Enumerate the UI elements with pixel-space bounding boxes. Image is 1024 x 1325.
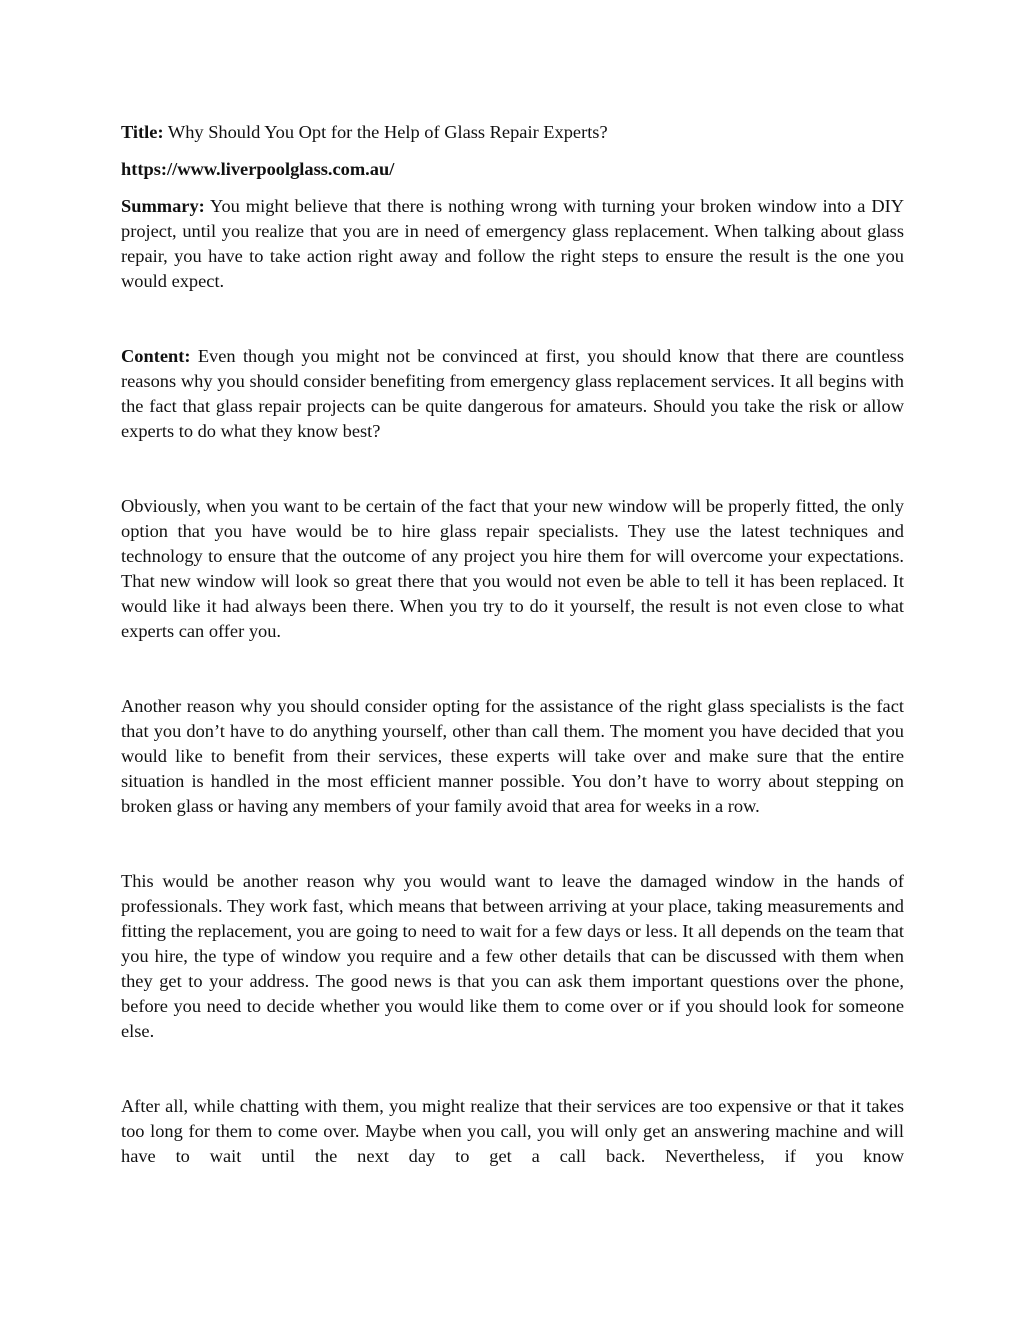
body-paragraph-1: Obviously, when you want to be certain of the fact that your new window will be properly fitted, the only option that you have would be to hire glass repair specialists. They use the latest techniques and technology to ensure that the outcome of any project you hire them for will overcome your expectations. That new window will look so great there that you would not even be able to tell it has been replaced. It would like it had always been there. When you try to do it yourself, the result is not even close to what experts can offer you. — [121, 496, 904, 641]
body-paragraph-3: This would be another reason why you would want to leave the damaged window in the hands of professionals. They work fast, which means that between arriving at your place, taking measurements and fitting the replacement, you are going to need to wait for a few days or less. It all depends on the team that you hire, the type of window you require and a few other details that can be discussed with them when they get to your address. The good news is that you can ask them important questions over the phone, before you need to decide whether you would like them to come over or if you should look for someone else. — [121, 871, 904, 1041]
summary-label: Summary: — [121, 196, 205, 216]
summary-text: You might believe that there is nothing wrong with turning your broken window into a DIY project, until you realize that you are in need of emergency glass replacement. When talking about glass repair, you have to take action right away and follow the right steps to ensure the result is the one you would expect. — [121, 196, 905, 291]
content-text: Even though you might not be convinced at first, you should know that there are countless reasons why you should consider benefiting from emergency glass replacement services. It all begins with the fact that glass repair projects can be quite dangerous for amateurs. Should you take the risk or allow experts to do what they know best? — [121, 346, 904, 441]
document-body — [121, 120, 904, 1219]
content-paragraph — [121, 344, 904, 444]
body-paragraph-2: Another reason why you should consider opting for the assistance of the right glass specialists is the fact that you don’t have to do anything yourself, other than call them. The moment you have decided that you would like to benefit from their services, these experts will take over and make sure that the entire situation is handled in the most efficient manner possible. You don’t have to worry about stepping on broken glass or having any members of your family avoid that area for weeks in a row. — [121, 696, 904, 816]
summary-paragraph — [121, 194, 904, 294]
website-url[interactable]: https://www.liverpoolglass.com.au/ — [121, 159, 395, 179]
content-label: Content: — [121, 346, 191, 366]
title-label: Title: — [121, 122, 164, 142]
title-text: Why Should You Opt for the Help of Glass Repair Experts? — [167, 122, 608, 142]
body-paragraph-4: After all, while chatting with them, you might realize that their services are too expensive or that it takes too long for them to come over. Maybe when you call, you will only get an answering machine and will have to wait until the next day to get a call back. Nevertheless, if you know — [121, 1096, 904, 1166]
title-line — [121, 120, 904, 145]
